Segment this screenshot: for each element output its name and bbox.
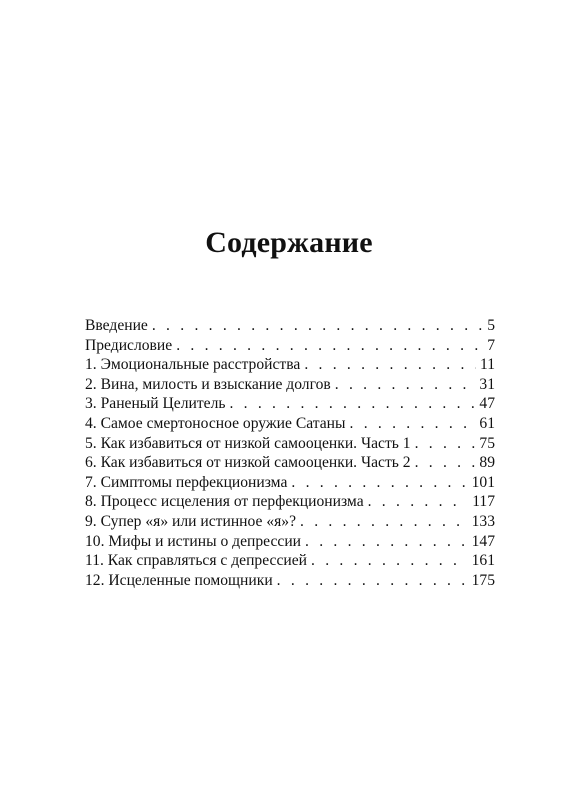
toc-dot-leader — [415, 434, 476, 454]
toc-entry-page: 11 — [479, 356, 495, 374]
toc-entry-page: 31 — [479, 375, 495, 393]
toc-entry-title: Введение — [85, 317, 148, 334]
toc-dot-leader — [229, 394, 475, 414]
toc-entry-page: 47 — [479, 395, 495, 413]
toc-dot-leader — [368, 492, 469, 512]
toc-entry-page: 7 — [487, 336, 495, 354]
toc-dot-leader — [304, 355, 476, 375]
toc-dot-leader — [335, 375, 476, 395]
toc-dot-leader — [277, 571, 468, 591]
toc-entry-title: 5. Как избавиться от низкой самооценки. Часть 1 — [85, 434, 411, 452]
toc-entry-chapter-10 — [85, 532, 495, 552]
toc-entry-chapter-9 — [85, 512, 495, 532]
table-of-contents — [85, 316, 495, 590]
toc-entry-title: 9. Супер «я» или истинное «я»? — [85, 512, 297, 530]
toc-entry-title: 1. Эмоциональные расстройства — [85, 356, 301, 374]
toc-entry-page: 117 — [472, 493, 495, 511]
toc-entry-chapter-8 — [85, 492, 495, 512]
toc-entry-title: 10. Мифы и истины о депрессии — [85, 532, 302, 550]
toc-entry-chapter-12 — [85, 571, 495, 591]
toc-entry-title: 4. Самое смертоносное оружие Сатаны — [85, 414, 346, 432]
toc-dot-leader — [291, 473, 467, 493]
toc-entry-chapter-2 — [85, 375, 495, 395]
toc-entry-chapter-6 — [85, 453, 495, 473]
toc-entry-title: 3. Раненый Целитель — [85, 395, 226, 413]
toc-dot-leader — [176, 336, 483, 356]
toc-entry-title: 6. Как избавиться от низкой самооценки. Часть 2 — [85, 454, 411, 472]
toc-dot-leader — [305, 532, 468, 552]
toc-entry-page: 161 — [471, 552, 495, 570]
toc-entry-page: 133 — [471, 512, 495, 530]
toc-entry-page: 61 — [479, 414, 495, 432]
toc-entry-title: Предисловие — [85, 336, 173, 354]
page-title: Содержание — [205, 226, 373, 259]
toc-entry-introduction — [85, 316, 495, 336]
toc-entry-title: 12. Исцеленные помощники — [85, 571, 273, 589]
toc-entry-page: 101 — [471, 473, 495, 491]
toc-entry-chapter-4 — [85, 414, 495, 434]
toc-entry-title: 2. Вина, милость и взыскание долгов — [85, 375, 331, 393]
toc-dot-leader — [350, 414, 476, 434]
toc-entry-page: 5 — [487, 317, 495, 334]
toc-entry-chapter-11 — [85, 551, 495, 571]
toc-entry-chapter-7 — [85, 473, 495, 493]
toc-entry-title: 7. Симптомы перфекционизма — [85, 473, 288, 491]
toc-entry-chapter-3 — [85, 394, 495, 414]
toc-dot-leader — [300, 512, 468, 532]
toc-entry-page: 89 — [479, 454, 495, 472]
toc-dot-leader — [152, 316, 483, 336]
toc-dot-leader — [415, 453, 476, 473]
toc-entry-page: 147 — [471, 532, 495, 550]
toc-entry-title: 8. Процесс исцеления от перфекционизма — [85, 493, 364, 511]
toc-entry-chapter-1 — [85, 355, 495, 375]
toc-dot-leader — [311, 551, 468, 571]
toc-entry-title: 11. Как справляться с депрессией — [85, 552, 307, 570]
toc-entry-preface — [85, 336, 495, 356]
toc-entry-page: 75 — [479, 434, 495, 452]
toc-entry-chapter-5 — [85, 434, 495, 454]
toc-entry-page: 175 — [471, 571, 495, 589]
